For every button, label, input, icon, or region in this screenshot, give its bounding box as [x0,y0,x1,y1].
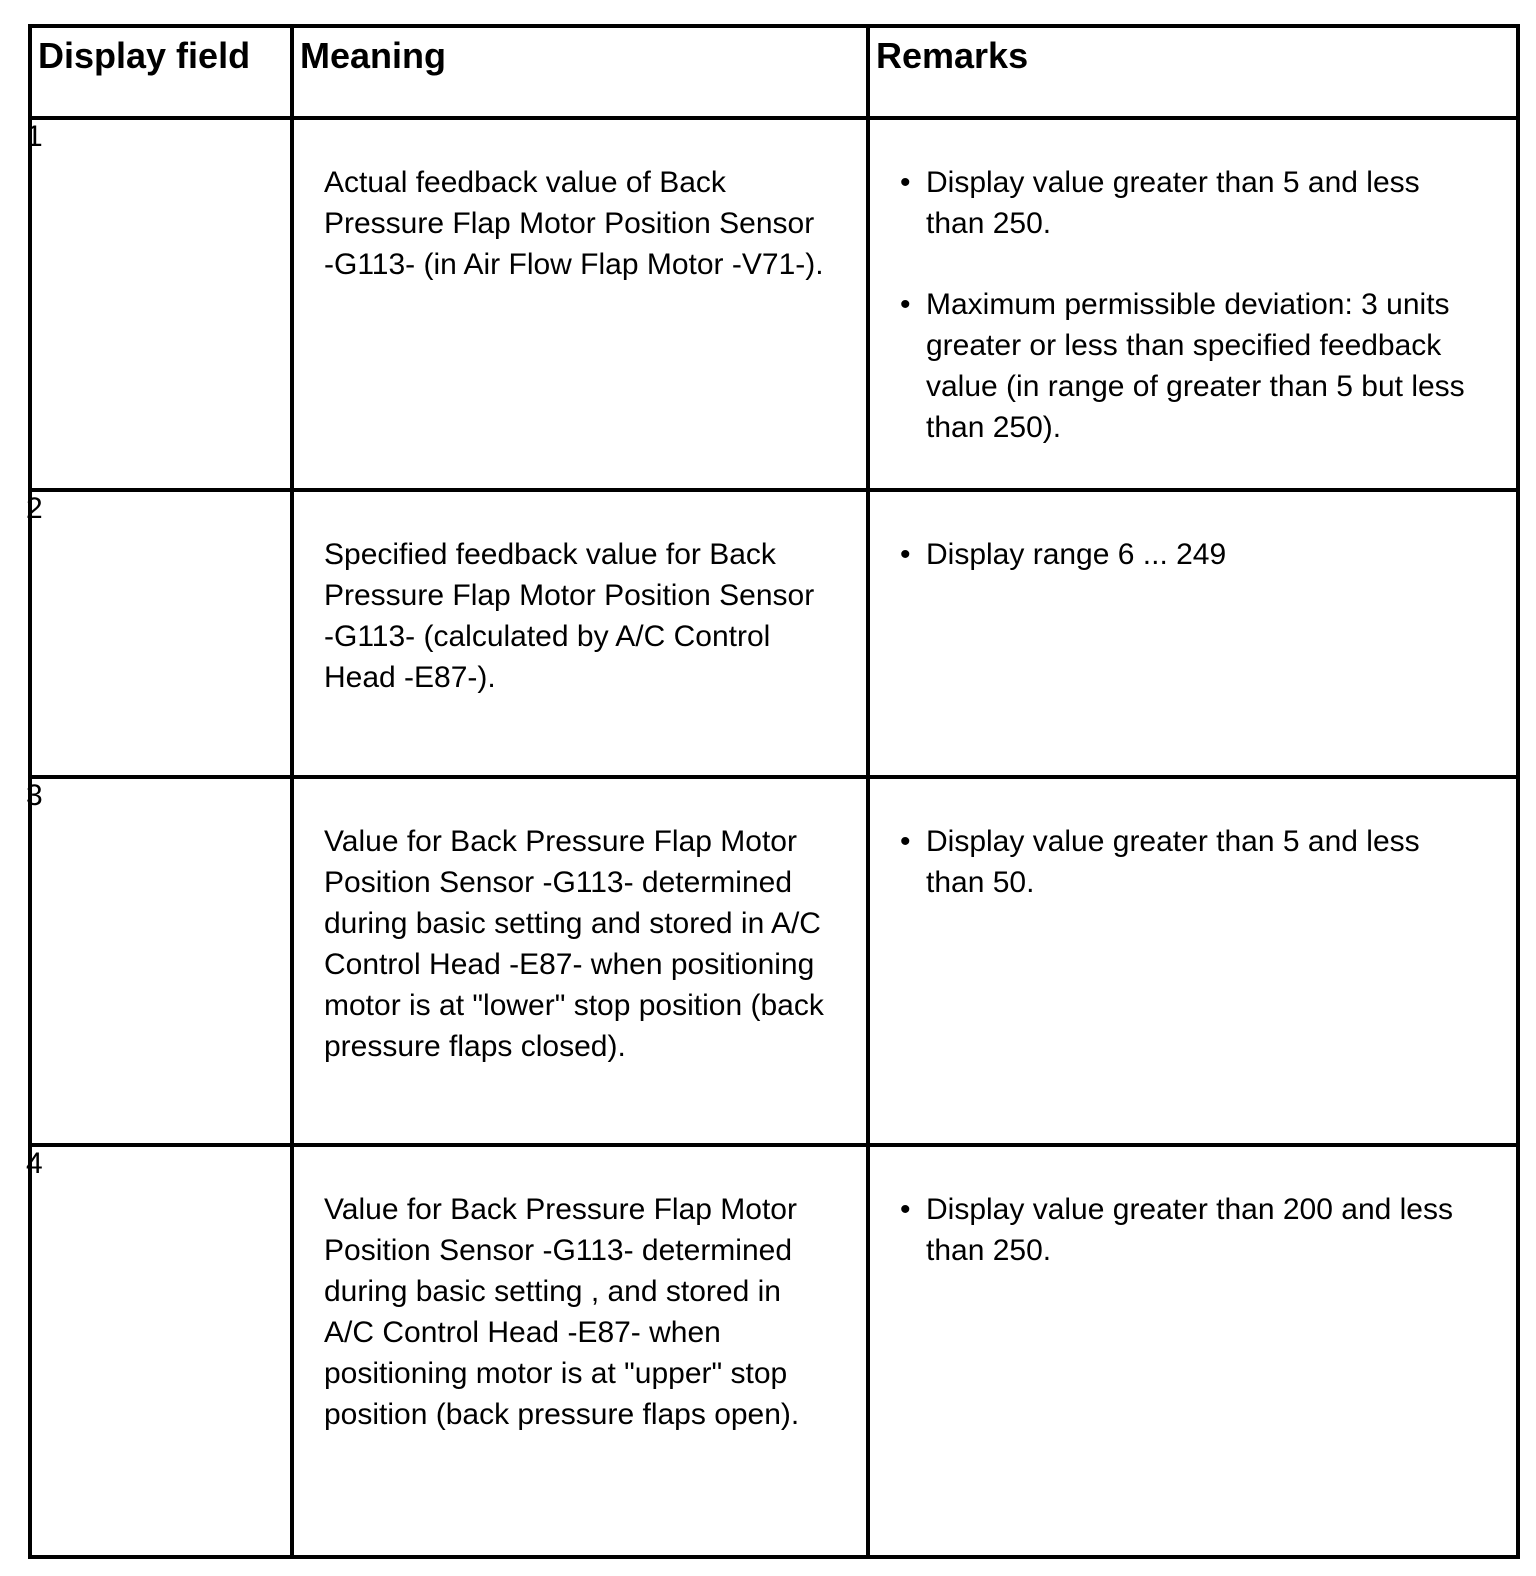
bullet-icon: • [900,538,911,571]
bullet-icon: • [900,288,911,321]
display-field-number: 2 [26,492,43,525]
table-row [30,490,1518,777]
remark-text: Display value greater than 5 and less than 50. [926,825,1420,899]
display-fields-table [28,24,1520,1559]
meaning-cell [292,490,868,777]
display-field-cell [26,1145,292,1557]
remark-item [900,534,1486,575]
remarks-cell [868,777,1518,1145]
remark-text: Maximum permissible deviation: 3 units greater or less than specified feedback value (in range of greater than 5 but less than 250). [926,288,1465,444]
remark-item [900,821,1486,903]
display-field-number: 1 [26,120,43,153]
remarks-list [870,120,1516,448]
display-field-number: 4 [26,1147,43,1180]
display-field-cell [26,490,292,777]
bullet-icon: • [900,1193,911,1226]
meaning-cell [292,1145,868,1557]
remarks-list [870,1147,1516,1271]
bullet-icon: • [900,166,911,199]
meaning-cell [292,118,868,490]
remark-text: Display range 6 ... 249 [926,538,1227,571]
meaning-text: Value for Back Pressure Flap Motor Position Sensor -G113- determined during basic setting and stored in A/C Control Head -E87- when positioning motor is at "lower" stop position (back pressure flaps closed). [324,825,824,1063]
remark-item [900,284,1486,448]
remark-item [900,1189,1486,1271]
remarks-cell [868,118,1518,490]
remark-text: Display value greater than 200 and less than 250. [926,1193,1453,1267]
remarks-cell [868,490,1518,777]
bullet-icon: • [900,825,911,858]
meaning-text: Value for Back Pressure Flap Motor Position Sensor -G113- determined during basic setting , and stored in A/C Control Head -E87- when positioning motor is at "upper" stop position (back pressure flaps open). [324,1193,800,1431]
meaning-cell [292,777,868,1145]
header-display-field: Display field [30,26,292,118]
table-row [30,118,1518,490]
remarks-list [870,492,1516,575]
remark-text: Display value greater than 5 and less than 250. [926,166,1420,240]
display-field-number: 3 [26,779,43,812]
meaning-text: Actual feedback value of Back Pressure Flap Motor Position Sensor -G113- (in Air Flow Flap Motor -V71-). [324,166,824,281]
meaning-text: Specified feedback value for Back Pressure Flap Motor Position Sensor -G113- (calculated by A/C Control Head -E87-). [324,538,815,694]
header-row [30,26,1518,118]
remarks-cell [868,1145,1518,1557]
display-field-cell [26,118,292,490]
remark-item [900,162,1486,244]
remarks-list [870,779,1516,903]
header-remarks: Remarks [868,26,1518,118]
header-meaning: Meaning [292,26,868,118]
table-row [30,1145,1518,1557]
table-row [30,777,1518,1145]
display-field-cell [26,777,292,1145]
